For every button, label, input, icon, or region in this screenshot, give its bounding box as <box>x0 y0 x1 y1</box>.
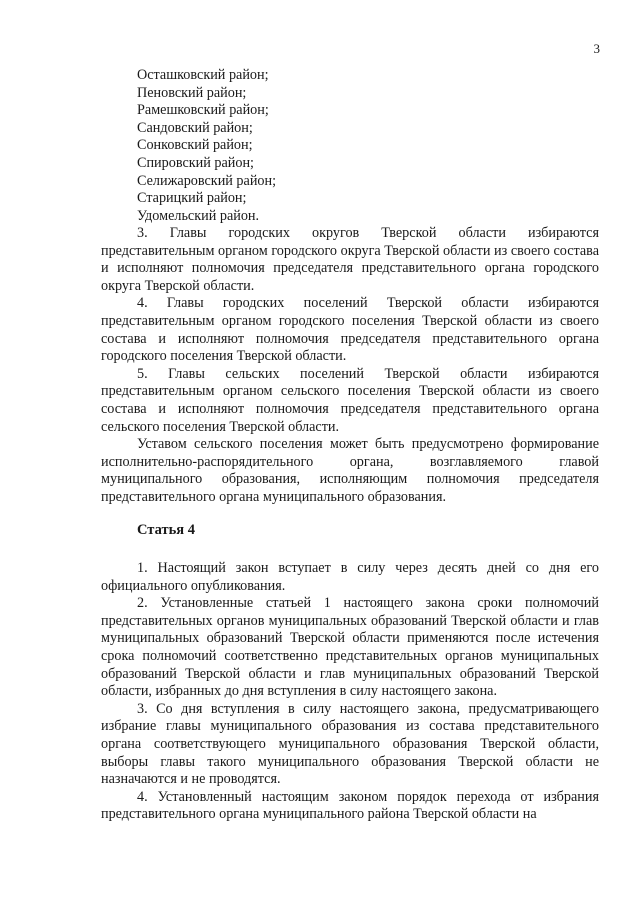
list-item: Пеновский район; <box>137 84 247 101</box>
paragraph-1: 1. Настоящий закон вступает в силу через десять дней со дня его официального опубликования. <box>101 560 599 594</box>
paragraph-4: 4. Установленный настоящим законом порядок перехода от избрания представительного органа муниципального района Тверской области на <box>101 788 599 823</box>
article-heading: Статья 4 <box>137 522 195 538</box>
list-item: Селижаровский район; <box>137 172 277 189</box>
list-item: Сонковский район; <box>137 137 253 154</box>
district-list <box>137 67 276 225</box>
page-number: 3 <box>593 41 600 56</box>
paragraph-charter: Уставом сельского поселения может быть предусмотрено формирование исполнительно-распорядительного органа, возглавляемого главой муниципального образования, исполняющим полномочия председателя представительного органа муниципального образования. <box>101 436 599 505</box>
paragraph-5: 5. Главы сельских поселений Тверской области избираются представительным органом сельского поселения Тверской области из своего состава и исполняют полномочия председателя представительного органа сельского поселения Тверской области. <box>101 365 599 435</box>
article-3-continuation <box>101 225 599 507</box>
list-item: Спировский район; <box>137 154 254 171</box>
list-item: Старицкий район; <box>137 190 247 207</box>
list-item: Сандовский район; <box>137 119 253 136</box>
paragraph-2: 2. Установленные статьей 1 настоящего закона сроки полномочий представительных органов муниципальных образований Тверской области и глав муниципальных образований Тверской области применяются после истечения срока полномочий соответственно представительных органов муниципальных образований Тверской области и глав муниципальных образований Тверской области, избранных до дня вступления в силу настоящего закона. <box>101 595 599 700</box>
list-item: Рамешковский район; <box>137 102 269 119</box>
article-4-body <box>101 560 599 824</box>
list-item: Удомельский район. <box>137 207 260 224</box>
paragraph-3: 3. Главы городских округов Тверской области избираются представительным органом городского округа Тверской области из своего состава и исполняют полномочия председателя представительного органа городского округа Тверской области. <box>101 225 599 294</box>
paragraph-4: 4. Главы городских поселений Тверской области избираются представительным органом городского поселения Тверской области из своего состава и исполняют полномочия председателя представительного органа городского поселения Тверской области. <box>101 295 599 365</box>
paragraph-3: 3. Со дня вступления в силу настоящего закона, предусматривающего избрание главы муниципального образования из состава представительного органа соответствующего муниципального образования Тверской области, выборы главы такого муниципального образования Тверской области не назначаются и не проводятся. <box>101 700 599 788</box>
list-item: Осташковский район; <box>137 67 269 83</box>
